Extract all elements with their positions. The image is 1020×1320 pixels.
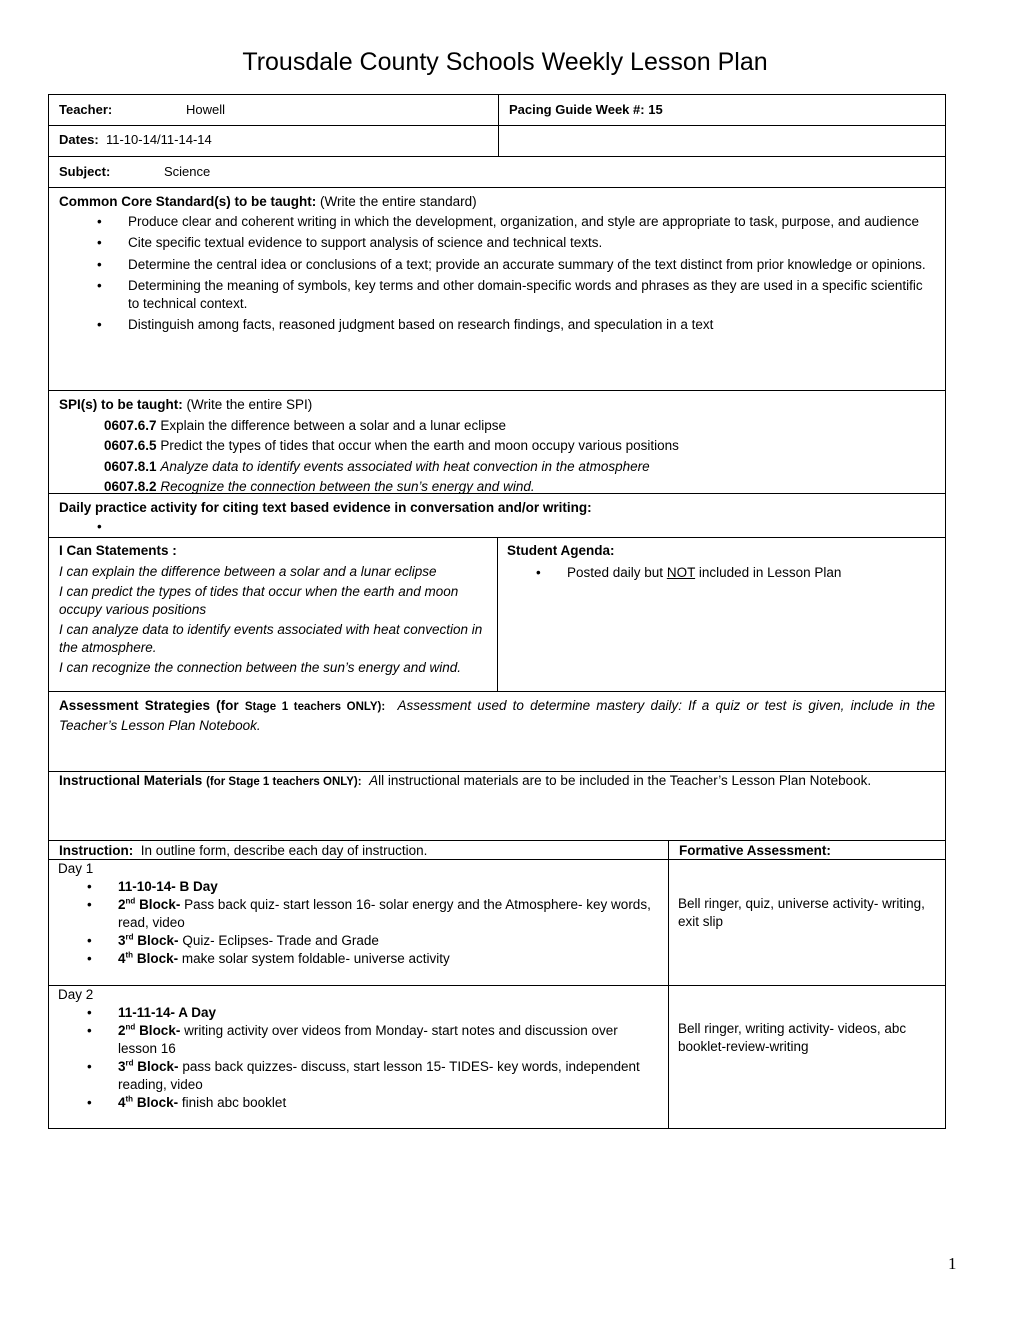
subject-label: Subject: (59, 164, 111, 179)
spi-item (59, 477, 935, 494)
ccs-note: (Write the entire standard) (320, 194, 477, 209)
ccs-label: Common Core Standard(s) to be taught: (59, 194, 317, 209)
teacher-cell (48, 94, 499, 126)
day1-formative (668, 859, 946, 986)
formative-text: Bell ringer, quiz, universe activity- writing, exit slip (678, 896, 925, 929)
spi-code: 0607.6.5 (104, 438, 157, 453)
instruction-label: Instruction: (59, 843, 134, 858)
block-label: Block- (136, 1095, 179, 1110)
materials-a: A (369, 773, 379, 788)
block-text: Quiz- Eclipses- Trade and Grade (182, 933, 379, 948)
pacing-value: 15 (648, 102, 663, 117)
day-date (49, 878, 658, 896)
dates-cell (48, 125, 499, 157)
block-item (49, 1094, 658, 1112)
day-date-text: 11-11-14- A Day (118, 1005, 217, 1020)
dates-value: 11-10-14/11-14-14 (105, 132, 212, 147)
block-text: writing activity over videos from Monday- start notes and discussion over lesson 16 (118, 1023, 618, 1056)
assessment-small: Stage 1 teachers ONLY): (244, 701, 386, 713)
daily-practice-section (48, 493, 946, 538)
agenda-item (498, 564, 935, 582)
spi-text: Predict the types of tides that occur when the earth and moon occupy various positions (160, 438, 679, 453)
teacher-label: Teacher: (59, 102, 113, 117)
block-label: Block- (136, 951, 179, 966)
block-text: Pass back quiz- start lesson 16- solar energy and the Atmosphere- key words, read, video (118, 897, 651, 930)
assessment-label: Assessment Strategies (for (59, 698, 239, 713)
block-num: 4 (118, 951, 126, 966)
ccs-item: • Cite specific textual evidence to support analysis of science and technical texts. (59, 234, 935, 252)
ccs-item: • Distinguish among facts, reasoned judgment based on research findings, and speculation in a text (59, 316, 935, 334)
subject-cell (48, 156, 946, 188)
block-sup: nd (125, 896, 136, 906)
ican-item: I can predict the types of tides that occur when the earth and moon occupy various positions (59, 584, 459, 617)
page-title: Trousdale County Schools Weekly Lesson Plan (242, 48, 768, 76)
spi-item (59, 416, 935, 437)
pacing-label: Pacing Guide Week #: (509, 102, 645, 117)
formative-text: Bell ringer, writing activity- videos, abc booklet-review-writing (678, 1021, 907, 1054)
ican-item: I can recognize the connection between the sun’s energy and wind. (59, 660, 462, 675)
block-item (49, 1022, 658, 1058)
block-sup: rd (125, 1058, 134, 1068)
instruction-header (48, 840, 669, 860)
ican-item: I can analyze data to identify events associated with heat convection in the atmosphere. (59, 622, 483, 655)
dates-label: Dates: (59, 132, 99, 147)
page-number: 1 (948, 1254, 957, 1273)
teacher-value: Howell (186, 102, 226, 117)
day1-instruction (48, 859, 669, 986)
agenda-text: Posted daily but (567, 564, 667, 580)
daily-label: Daily practice activity for citing text based evidence in conversation and/or writing: (59, 500, 592, 515)
block-label: Block- (137, 933, 179, 948)
ccs-item: • Determining the meaning of symbols, key terms and other domain-specific words and phrases as they are used in a specific scientific to technical context. (59, 277, 935, 312)
day-date-text: 11-10-14- B Day (118, 879, 218, 894)
block-item (49, 1058, 658, 1094)
ccs-item: • Determine the central idea or conclusions of a text; provide an accurate summary of the text distinct from prior knowledge or opinions. (59, 256, 935, 274)
day2-formative (668, 985, 946, 1129)
block-item (49, 950, 658, 968)
ccs-item: • Produce clear and coherent writing in which the development, organization, and style are appropriate to task, purpose, and audience (59, 213, 935, 231)
common-core-section (48, 187, 946, 391)
block-text: finish abc booklet (181, 1095, 287, 1110)
subject-value: Science (164, 164, 211, 179)
block-item (49, 896, 658, 932)
spi-text: Recognize the connection between the sun’s energy and wind. (160, 479, 535, 494)
empty-cell (498, 125, 946, 157)
agenda-not: NOT (666, 564, 696, 580)
block-sup: th (125, 1094, 134, 1104)
instruction-text: In outline form, describe each day of instruction. (140, 843, 428, 858)
block-sup: th (125, 950, 134, 960)
block-num: 2 (118, 897, 126, 912)
block-sup: nd (125, 1022, 136, 1032)
assessment-section (48, 691, 946, 772)
day2-instruction (48, 985, 669, 1129)
spi-item (59, 457, 935, 478)
spi-section (48, 390, 946, 494)
assessment-text: Assessment used to determine mastery daily: If a quiz or test is given, include in the Teacher’s Lesson Plan Notebook. (59, 698, 935, 733)
block-num: 3 (118, 1059, 126, 1074)
block-item (49, 932, 658, 950)
materials-text: ll instructional materials are to be included in the Teacher’s Lesson Plan Notebook. (378, 773, 872, 788)
block-text: pass back quizzes- discuss, start lesson 15- TIDES- key words, independent reading, video (118, 1059, 640, 1092)
day-label: Day 1 (58, 861, 94, 876)
block-label: Block- (139, 1023, 181, 1038)
block-num: 2 (118, 1023, 126, 1038)
pacing-cell (498, 94, 946, 126)
block-num: 3 (118, 933, 126, 948)
materials-label: Instructional Materials (59, 773, 203, 788)
spi-code: 0607.6.7 (104, 417, 157, 433)
block-num: 4 (118, 1095, 126, 1110)
student-agenda-section (497, 537, 946, 692)
block-text: make solar system foldable- universe activity (181, 951, 450, 966)
agenda-text-end: included in Lesson Plan (695, 564, 842, 580)
spi-code: 0607.8.2 (104, 479, 157, 494)
spi-text: Analyze data to identify events associated with heat convection in the atmosphere (160, 458, 650, 474)
agenda-label: Student Agenda: (507, 543, 615, 558)
spi-note: (Write the entire SPI) (186, 397, 313, 412)
block-label: Block- (139, 897, 181, 912)
day-label: Day 2 (58, 987, 94, 1002)
spi-text: Explain the difference between a solar and a lunar eclipse (160, 417, 507, 433)
spi-label: SPI(s) to be taught: (59, 397, 183, 412)
spi-item (59, 436, 935, 457)
i-can-section (48, 537, 498, 692)
daily-empty-bullet (59, 518, 935, 536)
materials-section (48, 771, 946, 841)
spi-code: 0607.8.1 (104, 458, 157, 474)
block-sup: rd (125, 932, 134, 942)
ican-item: I can explain the difference between a solar and a lunar eclipse (59, 563, 437, 579)
formative-header (668, 840, 946, 860)
ican-label: I Can Statements : (59, 543, 177, 558)
materials-small: (for Stage 1 teachers ONLY): (206, 776, 362, 788)
block-label: Block- (137, 1059, 179, 1074)
formative-label: Formative Assessment: (679, 843, 831, 858)
day-date (49, 1004, 658, 1022)
